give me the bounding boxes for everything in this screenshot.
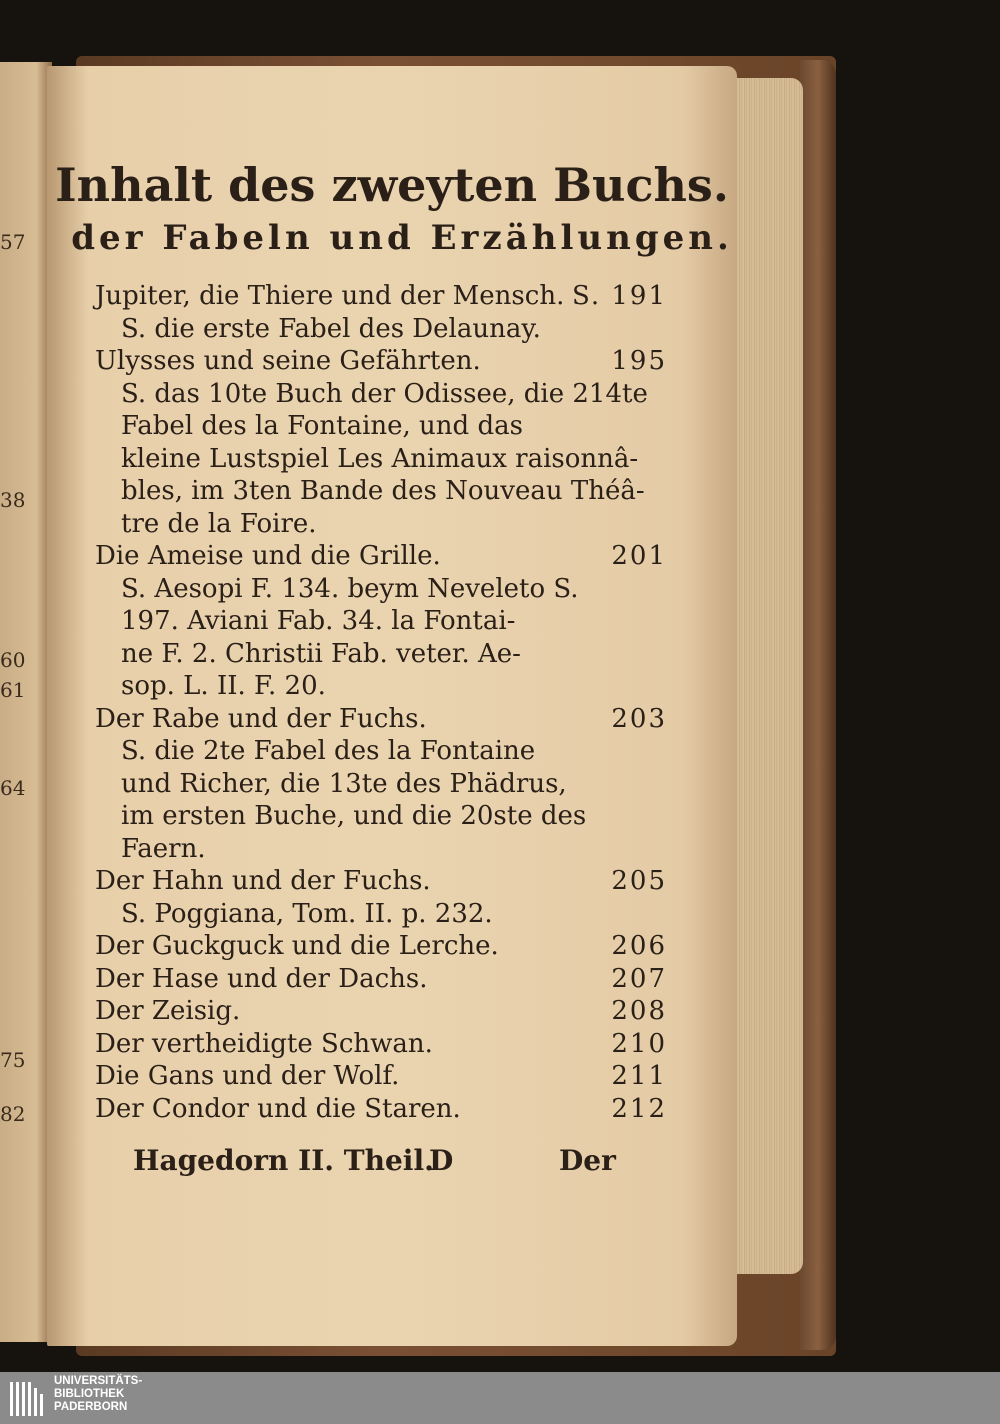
footer-signature: Hagedorn II. Theil. <box>133 1144 434 1177</box>
toc-note-line <box>95 735 635 768</box>
left-page-number: 57 <box>0 230 26 254</box>
toc-entry-text: Der Condor und die Staren. <box>95 1093 461 1124</box>
toc-entry-text: bles, im 3ten Bande des Nouveau Théâ- <box>121 476 645 506</box>
toc-note-line <box>95 605 635 638</box>
toc-entry-text: und Richer, die 13te des Phädrus, <box>121 768 567 799</box>
toc-entry-text: Der vertheidigte Schwan. <box>95 1028 433 1059</box>
toc-entry-text: Der Guckguck und die Lerche. <box>95 931 499 961</box>
toc-entry-text: im ersten Buche, und die 20ste des <box>121 801 587 831</box>
toc-page-number: 212 <box>611 1093 667 1124</box>
book-cover-edge <box>800 60 836 1350</box>
logo-line: UNIVERSITÄTS- <box>54 1375 143 1387</box>
library-logo-icon <box>8 1378 48 1420</box>
toc-entry-text: S. die 2te Fabel des la Fontaine <box>121 736 536 766</box>
left-page-number: 60 <box>0 648 26 672</box>
toc-entry <box>95 540 667 573</box>
footer-gathering-mark: D <box>429 1144 454 1177</box>
toc-entry-text: S. die erste Fabel des Delaunay. <box>121 313 541 344</box>
toc-page-number: 205 <box>611 866 667 896</box>
toc-page-number: 201 <box>611 541 667 571</box>
toc-note-line <box>95 378 648 411</box>
toc-entry <box>95 1028 667 1061</box>
toc-entry <box>95 345 667 378</box>
toc-entry-text: S. Aesopi F. 134. beym Neveleto S. <box>121 573 579 604</box>
book-page <box>47 66 737 1346</box>
page-footer <box>133 1144 616 1184</box>
toc-entry-text: Faern. <box>121 833 206 864</box>
toc-entry-text: Der Zeisig. <box>95 996 241 1026</box>
left-page-number: 38 <box>0 488 26 512</box>
toc-note-line <box>95 898 635 931</box>
toc-entry <box>95 995 667 1028</box>
toc-entry <box>95 1093 667 1126</box>
left-page-number: 61 <box>0 678 26 702</box>
toc-page-number: 203 <box>611 703 667 734</box>
footer-catchword: Der <box>559 1144 616 1177</box>
toc-entry <box>95 930 667 963</box>
toc-entry <box>95 280 667 313</box>
toc-entry-text: Der Rabe und der Fuchs. <box>95 703 427 734</box>
toc-entry-text: sop. L. II. F. 20. <box>121 671 326 701</box>
toc-note-line <box>95 313 635 346</box>
toc-entry-text: tre de la Foire. <box>121 508 317 539</box>
toc-note-line <box>95 475 645 508</box>
toc-entry-text: ne F. 2. Christii Fab. veter. Ae- <box>121 638 521 669</box>
page-title: Inhalt des zweyten Buchs. <box>55 158 729 212</box>
toc-entry-text: S. das 10te Buch der Odissee, die 214te <box>121 378 648 409</box>
toc-note-line <box>95 800 635 833</box>
toc-page-number: 208 <box>611 996 667 1026</box>
toc-note-line <box>95 508 635 541</box>
toc-entry-text: Die Ameise und die Grille. <box>95 541 441 571</box>
toc-entry-text: kleine Lustspiel Les Animaux raisonnâ- <box>121 443 639 474</box>
logo-line: PADERBORN <box>54 1401 128 1413</box>
toc-page-number: 211 <box>611 1061 667 1091</box>
toc-entry-text: S. Poggiana, Tom. II. p. 232. <box>121 898 493 929</box>
left-page-edge <box>0 62 52 1342</box>
toc-page-number: 195 <box>611 346 667 376</box>
toc-entry-text: Der Hase und der Dachs. <box>95 963 428 994</box>
toc-entry-text: Die Gans und der Wolf. <box>95 1061 400 1091</box>
toc-entry <box>95 865 667 898</box>
toc-page-number: S. 191 <box>571 281 667 311</box>
toc-note-line <box>95 833 635 866</box>
left-page-number: 64 <box>0 776 26 800</box>
toc-note-line <box>95 768 635 801</box>
toc-note-line <box>95 670 635 703</box>
library-logo-bar <box>0 1372 1000 1424</box>
toc-note-line <box>95 410 635 443</box>
toc-entry-text: Jupiter, die Thiere und der Mensch. <box>95 281 565 311</box>
left-page-number: 75 <box>0 1048 26 1072</box>
toc-entry-text: 197. Aviani Fab. 34. la Fontai- <box>121 606 516 636</box>
library-logo-text <box>54 1375 142 1414</box>
page-subtitle: der Fabeln und Erzählungen. <box>71 218 733 258</box>
logo-line: BIBLIOTHEK <box>54 1388 125 1400</box>
toc-entry <box>95 1060 667 1093</box>
left-page-number: 82 <box>0 1102 26 1126</box>
toc-entry <box>95 703 667 736</box>
toc-page-number: 210 <box>611 1028 667 1059</box>
toc-entry <box>95 963 667 996</box>
toc-page-number: 207 <box>611 963 667 994</box>
toc-entry-text: Fabel des la Fontaine, und das <box>121 411 523 441</box>
toc-page-number: 206 <box>611 931 667 961</box>
toc-entry-text: Der Hahn und der Fuchs. <box>95 866 431 896</box>
toc-note-line <box>95 443 639 476</box>
toc-note-line <box>95 638 635 671</box>
toc-note-line <box>95 573 635 606</box>
table-of-contents <box>95 280 667 1125</box>
toc-entry-text: Ulysses und seine Gefährten. <box>95 346 481 376</box>
